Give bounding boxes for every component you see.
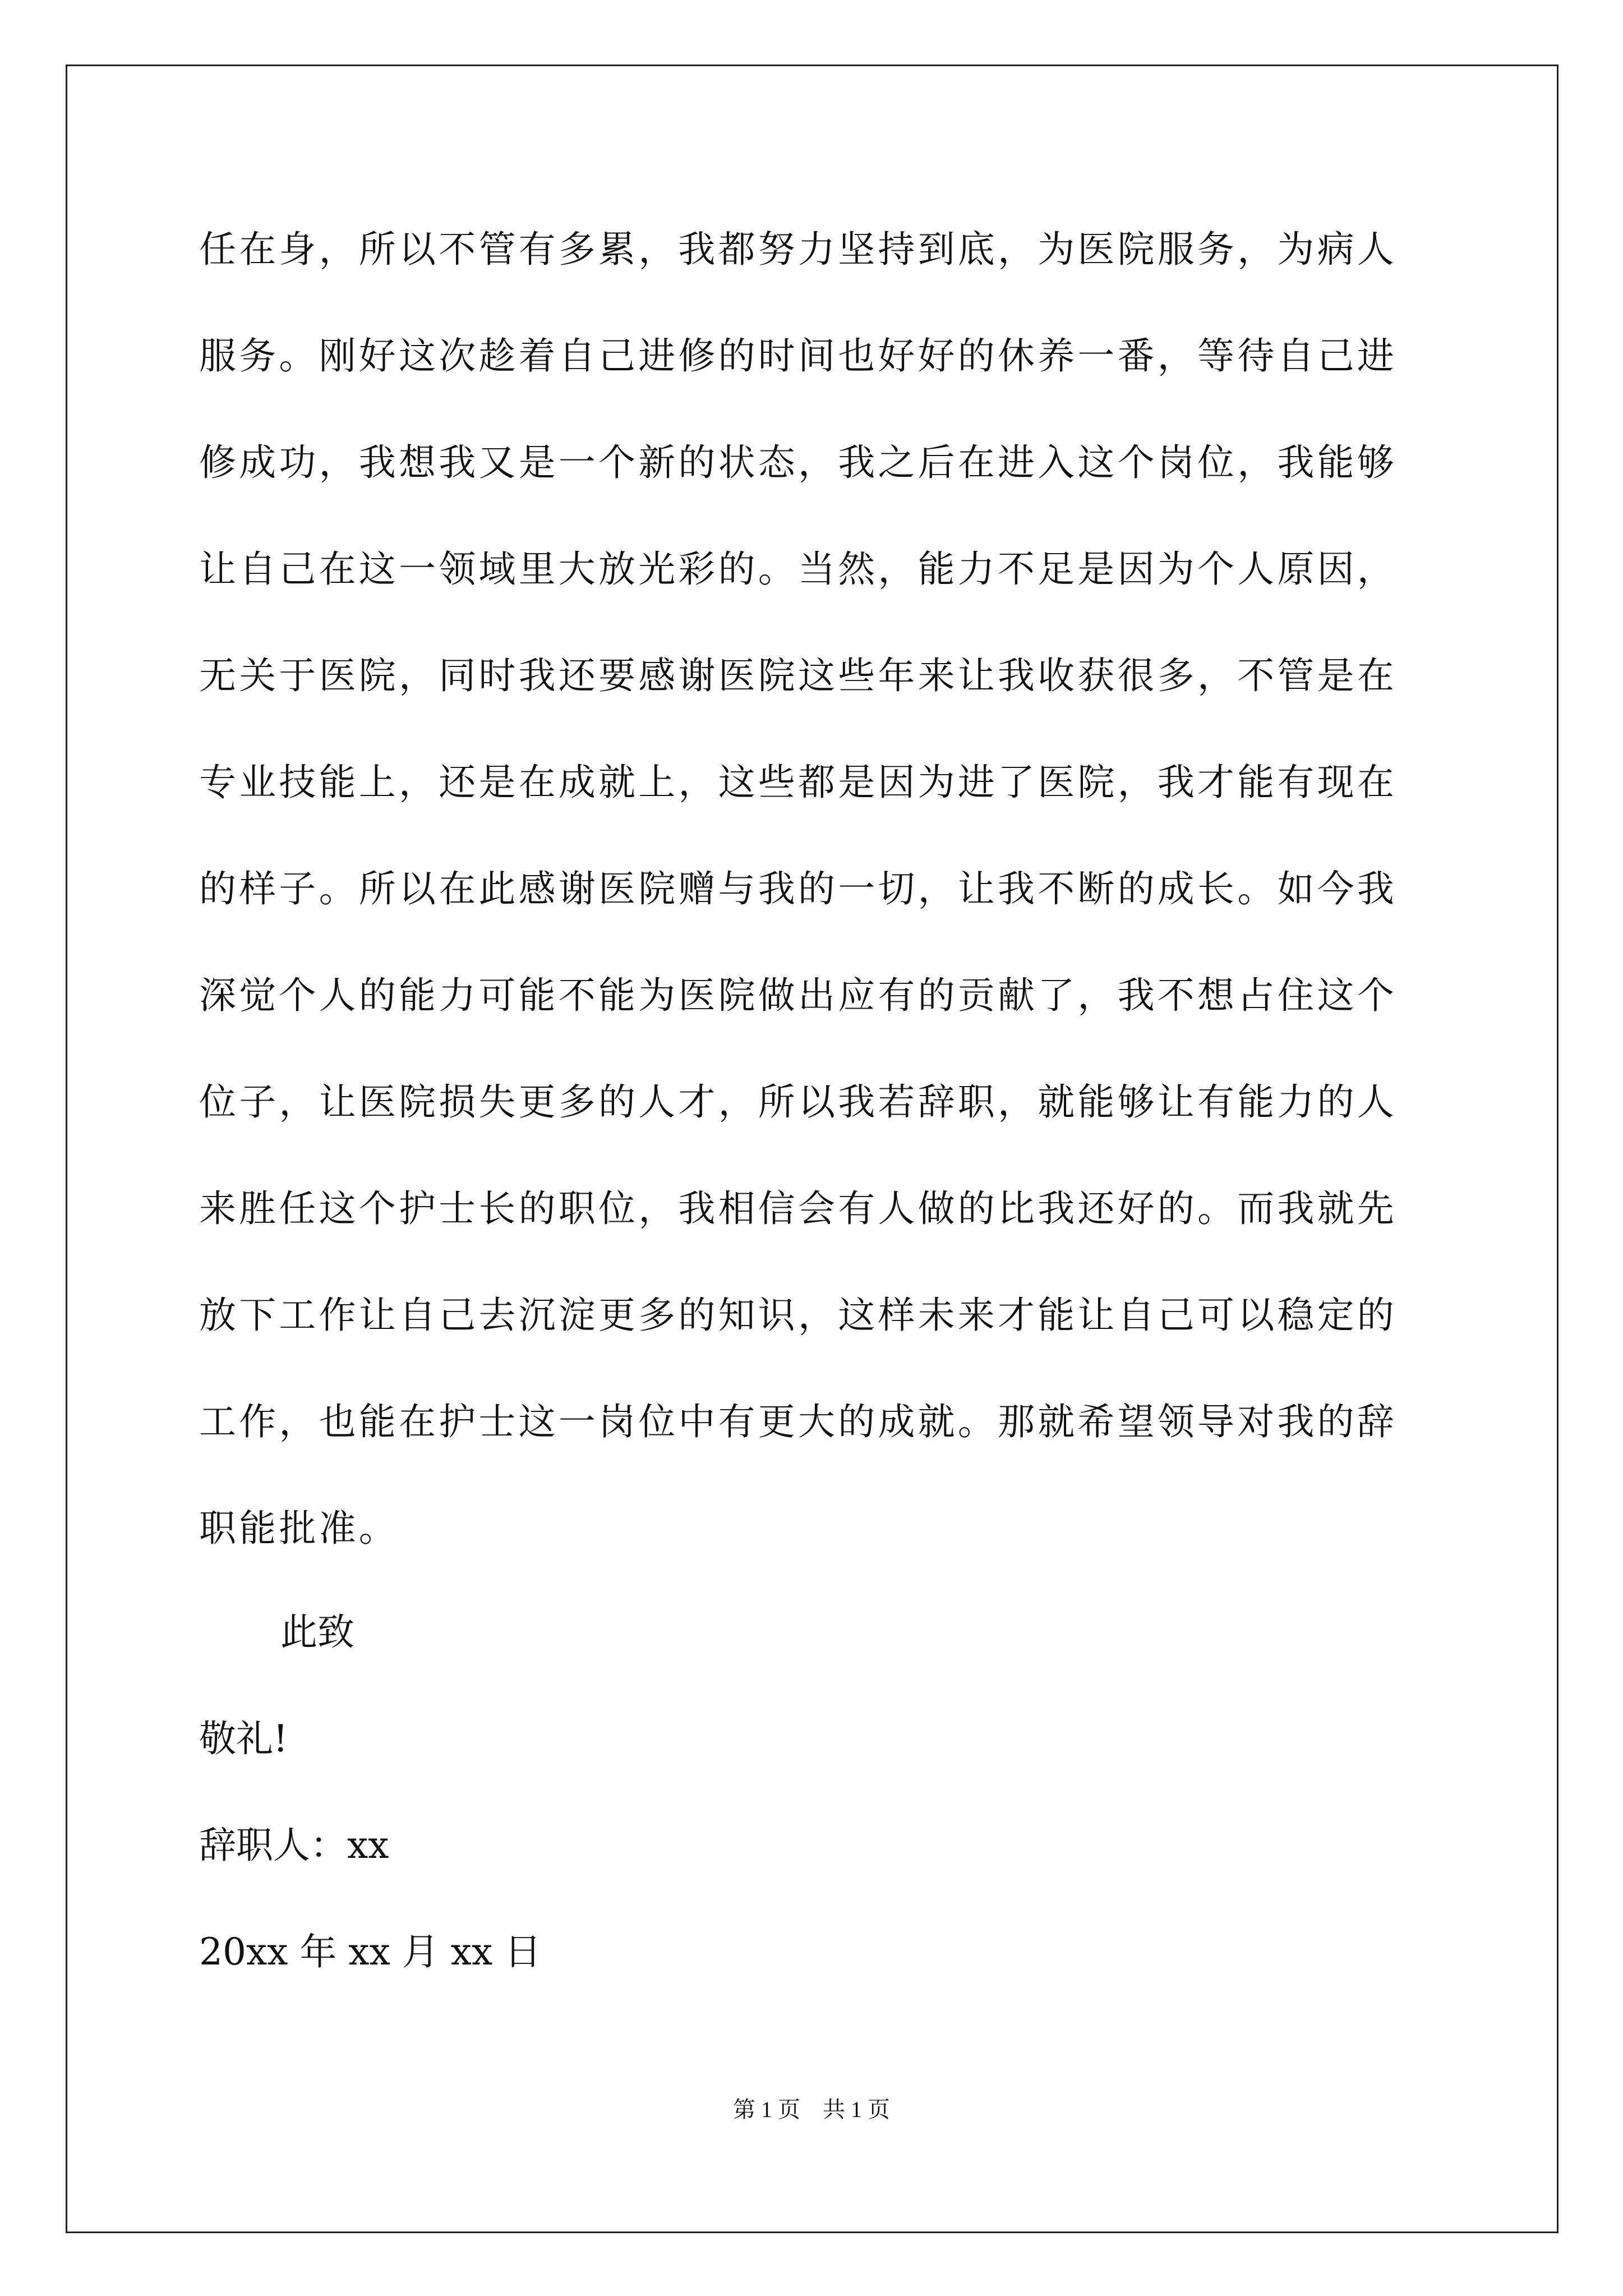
signer: 辞职人：xx (199, 1824, 389, 1867)
body-line-7: 的样子。所以在此感谢医院赠与我的一切，让我不断的成长。如今我 (199, 867, 1397, 910)
body-line-5: 无关于医院，同时我还要感谢医院这些年来让我收获很多，不管是在 (199, 654, 1397, 697)
page-footer: 第 1 页 共 1 页 (733, 2097, 890, 2122)
salutation: 此致 (280, 1611, 354, 1654)
body-line-3: 修成功，我想我又是一个新的状态，我之后在进入这个岗位，我能够 (199, 441, 1397, 484)
body-line-10: 来胜任这个护士长的职位，我相信会有人做的比我还好的。而我就先 (199, 1187, 1397, 1230)
body-line-12: 工作，也能在护士这一岗位中有更大的成就。那就希望领导对我的辞 (199, 1400, 1397, 1443)
body-line-4: 让自己在这一领域里大放光彩的。当然，能力不足是因为个人原因， (199, 547, 1397, 591)
body-line-13: 职能批准。 (199, 1507, 399, 1550)
body-line-6: 专业技能上，还是在成就上，这些都是因为进了医院，我才能有现在 (199, 761, 1397, 804)
regards: 敬礼! (199, 1717, 288, 1760)
body-line-9: 位子，让医院损失更多的人才，所以我若辞职，就能够让有能力的人 (199, 1080, 1397, 1124)
body-line-2: 服务。刚好这次趁着自己进修的时间也好好的休养一番，等待自己进 (199, 334, 1397, 378)
body-line-8: 深觉个人的能力可能不能为医院做出应有的贡献了，我不想占住这个 (199, 974, 1397, 1017)
body-line-1: 任在身，所以不管有多累，我都努力坚持到底，为医院服务，为病人 (199, 228, 1397, 271)
date: 20xx 年 xx 月 xx 日 (199, 1930, 542, 1973)
body-line-11: 放下工作让自己去沉淀更多的知识，这样未来才能让自己可以稳定的 (199, 1294, 1397, 1337)
page-border (66, 65, 1559, 2233)
